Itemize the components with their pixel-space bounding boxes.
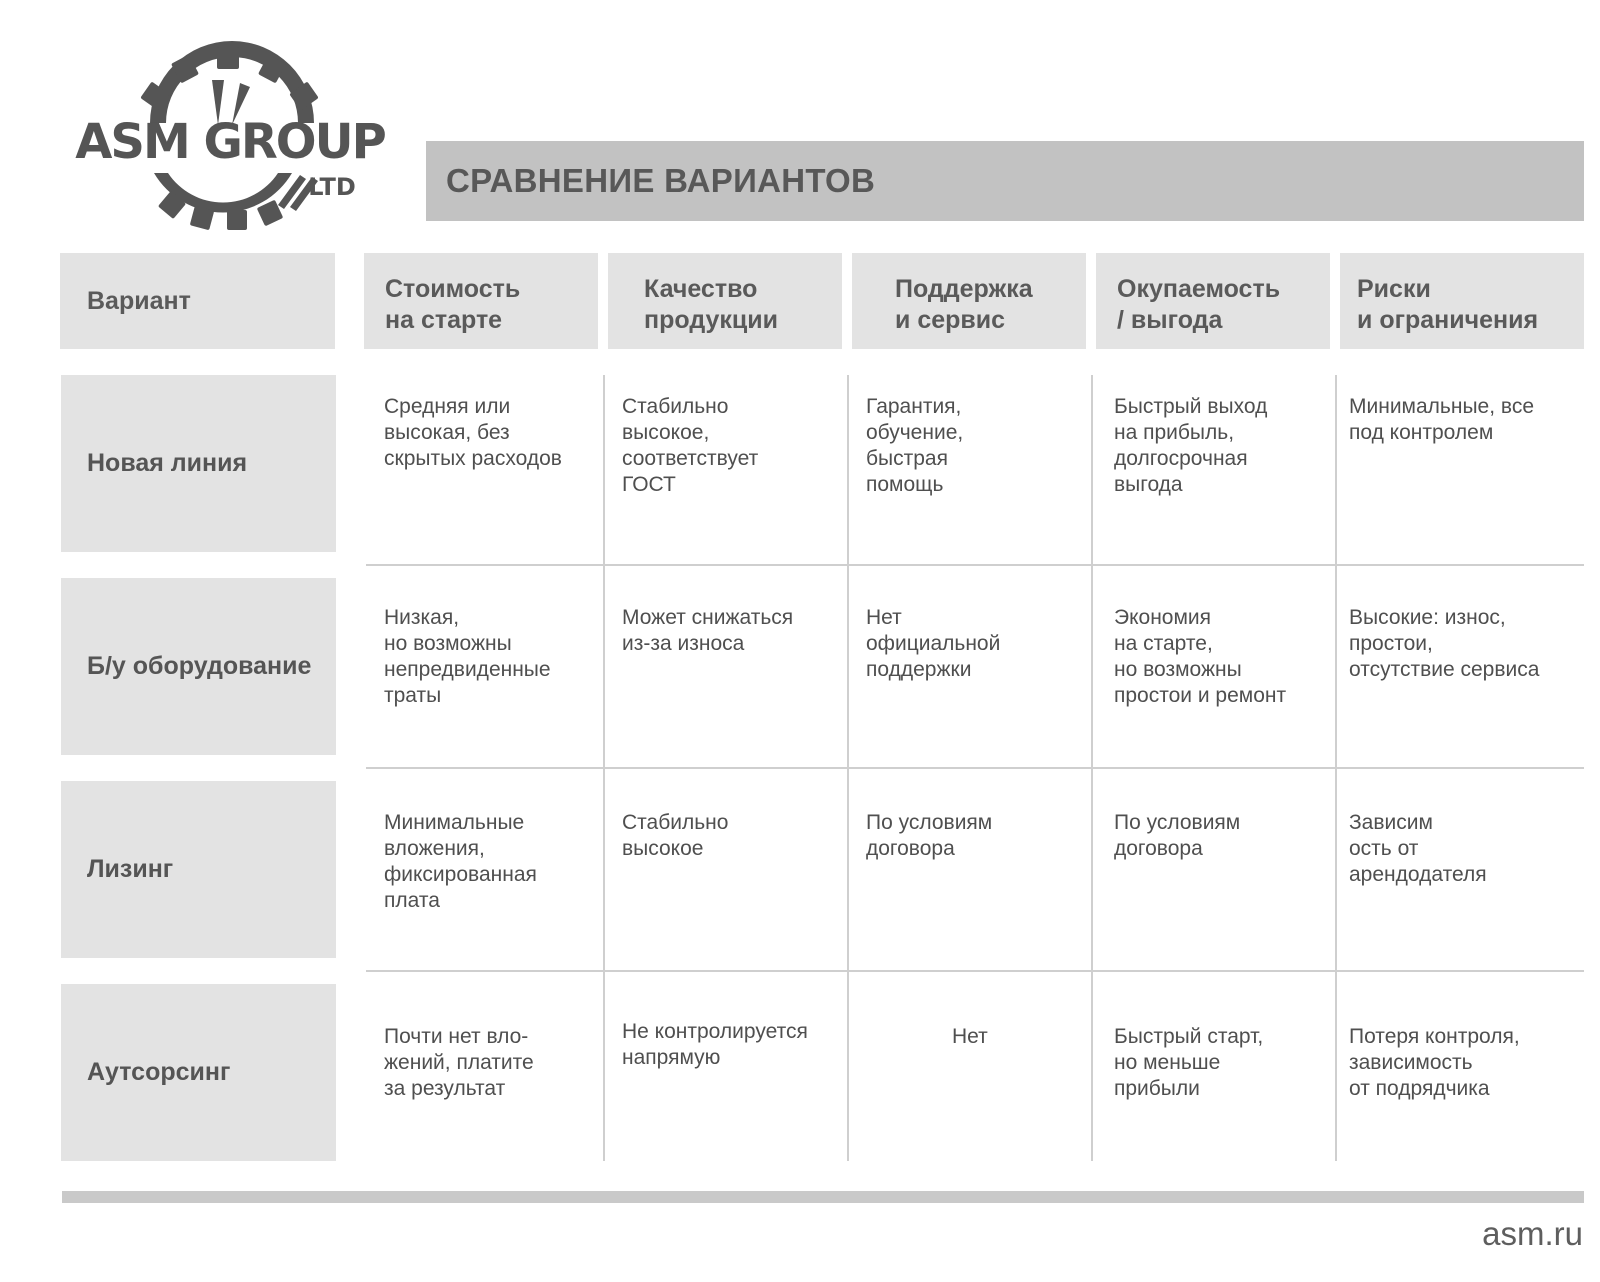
header-variant-label: Вариант — [87, 286, 191, 315]
table-cell: Может снижаться из-за износа — [622, 606, 794, 655]
website-link[interactable]: asm.ru — [1482, 1215, 1583, 1252]
header-cost — [364, 253, 598, 349]
table-cell: Средняя или высокая, без скрытых расходов — [384, 395, 562, 470]
header-line: Поддержка — [895, 275, 1033, 303]
header-line: и ограничения — [1357, 306, 1539, 334]
table-cell: Стабильно высокое — [622, 811, 729, 860]
table-cell: Быстрый выход на прибыль, долгосрочная выгода — [1114, 395, 1268, 496]
table-cell: Минимальные, все под контролем — [1349, 395, 1535, 444]
table-cell: Зависим ость от арендодателя — [1349, 811, 1487, 886]
table-cell: Нет официальной поддержки — [866, 606, 1001, 681]
logo-suffix: LTD — [308, 173, 356, 201]
table-cell: Низкая, но возможны непредвиденные траты — [384, 606, 551, 707]
table-cell: Быстрый старт, но меньше прибыли — [1114, 1025, 1264, 1100]
company-logo — [75, 45, 385, 230]
table-cell: Стабильно высокое, соответствует ГОСТ — [622, 395, 759, 496]
header-variant — [60, 253, 335, 349]
page-title: СРАВНЕНИЕ ВАРИАНТОВ — [446, 162, 876, 199]
header-quality — [608, 253, 842, 349]
table-cell: Не контролируется напрямую — [622, 1020, 808, 1069]
header-line: / выгода — [1117, 306, 1223, 334]
header-line: на старте — [385, 306, 503, 334]
header-line: Риски — [1357, 275, 1431, 303]
grid-divider — [366, 970, 1584, 972]
header-payback — [1096, 253, 1330, 349]
logo-wordmark: ASM GROUP — [75, 114, 385, 170]
title-bar — [426, 141, 1584, 221]
row-label-text: Б/у оборудование — [87, 652, 312, 680]
header-support — [852, 253, 1086, 349]
table-cell: Почти нет вло- жений, платите за результат — [384, 1025, 534, 1100]
table-cell: Высокие: износ, простои, отсутствие сервиса — [1349, 606, 1540, 681]
header-risks — [1340, 253, 1584, 349]
header-line: и сервис — [895, 306, 1006, 334]
row-label-new-line — [61, 375, 336, 552]
row-label-used-equipment — [61, 578, 336, 755]
row-label-text: Новая линия — [87, 449, 248, 477]
row-label-outsourcing — [61, 984, 336, 1161]
table-cell: Гарантия, обучение, быстрая помощь — [866, 395, 964, 496]
table-cell: По условиям договора — [1114, 811, 1241, 860]
header-line: продукции — [644, 306, 779, 334]
table-cell: Потеря контроля, зависимость от подрядчика — [1349, 1025, 1520, 1100]
footer-bar — [62, 1191, 1584, 1203]
header-line: Стоимость — [385, 275, 521, 303]
table-cell: Нет — [952, 1025, 988, 1048]
header-line: Качество — [644, 275, 758, 303]
row-label-text: Аутсорсинг — [87, 1058, 231, 1086]
header-line: Окупаемость — [1117, 275, 1281, 303]
grid-divider — [366, 564, 1584, 566]
table-cell: Экономия на старте, но возможны простои и ремонт — [1114, 606, 1287, 707]
grid-divider — [366, 767, 1584, 769]
row-label-text: Лизинг — [87, 855, 174, 883]
table-cell: По условиям договора — [866, 811, 993, 860]
row-label-leasing — [61, 781, 336, 958]
table-cell: Минимальные вложения, фиксированная плата — [384, 811, 537, 912]
